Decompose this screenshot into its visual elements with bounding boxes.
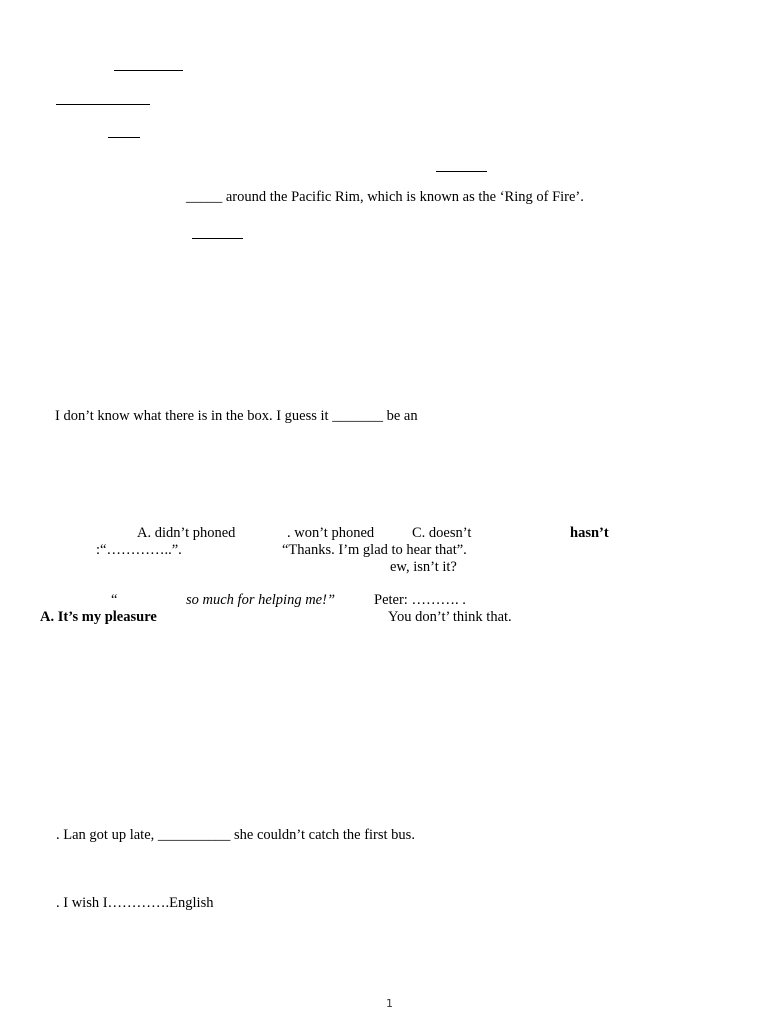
blank-line — [114, 70, 183, 71]
blank-line — [108, 137, 140, 138]
dialogue-thanks: “Thanks. I’m glad to hear that”. — [282, 542, 467, 558]
tag-question: ew, isn’t it? — [390, 559, 457, 575]
blank-line — [192, 238, 243, 239]
blank-line — [436, 171, 487, 172]
dialogue-blank: :“…………..”. — [96, 542, 182, 558]
peter-reply: Peter: ………. . — [374, 592, 466, 608]
box-question: I don’t know what there is in the box. I guess it _______ be an — [55, 408, 418, 424]
option-c: C. doesn’t — [412, 525, 472, 541]
wish-sentence: . I wish I………….English — [56, 895, 214, 911]
option-a: A. didn’t phoned — [137, 525, 236, 541]
pleasure-option-d: You don’t’ think that. — [388, 609, 512, 625]
ring-of-fire-sentence: _____ around the Pacific Rim, which is known as the ‘Ring of Fire’. — [186, 189, 584, 205]
page-number: 1 — [386, 997, 393, 1010]
option-d: hasn’t — [570, 525, 609, 541]
lan-sentence: . Lan got up late, __________ she couldn’t catch the first bus. — [56, 827, 415, 843]
pleasure-option-a: A. It’s my pleasure — [40, 609, 157, 625]
quote-open: “ — [111, 592, 118, 608]
option-b: . won’t phoned — [287, 525, 375, 541]
quote-text: so much for helping me!” — [186, 592, 336, 608]
blank-line — [56, 104, 150, 105]
